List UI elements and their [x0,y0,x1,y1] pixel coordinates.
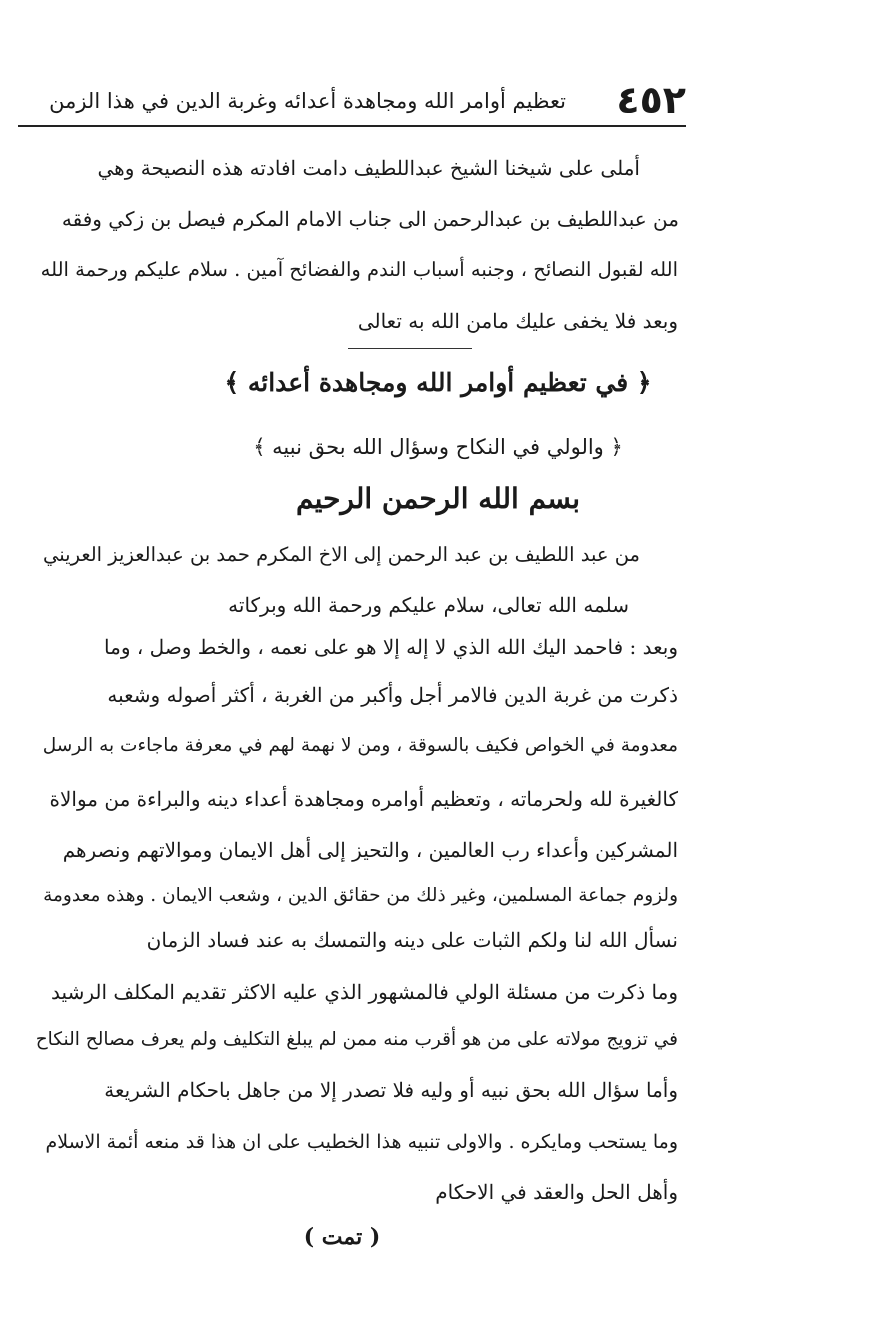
body-line: وبعد : فاحمد اليك الله الذي لا إله إلا هو على نعمه ، والخط وصل ، وما [104,635,678,659]
section-divider [348,348,472,349]
basmala: بسم الله الرحمن الرحيم [296,482,580,515]
running-title: تعظيم أوامر الله ومجاهدة أعدائه وغربة الدين في هذا الزمن [49,89,566,113]
preface-line: من عبداللطيف بن عبدالرحمن الى جناب الامام المكرم فيصل بن زكي وفقه [61,207,679,231]
section-subheading: ﴿ والولي في النكاح وسؤال الله بحق نبيه ﴾ [253,435,623,459]
preface-line: الله لقبول النصائح ، وجنبه أسباب الندم والفضائح آمين . سلام عليكم ورحمة الله [40,258,678,281]
page-header [22,78,686,128]
body-line: معدومة في الخواص فكيف بالسوقة ، ومن لا نهمة لهم في معرفة ماجاءت به الرسل [42,735,678,756]
body-line: كالغيرة لله ولحرماته ، وتعظيم أوامره ومجاهدة أعداء دينه والبراءة من موالاة [49,787,678,811]
page-number: ٤٥٢ [616,78,686,122]
body-line: وأما سؤال الله بحق نبيه أو وليه فلا تصدر إلا من جاهل باحكام الشريعة [104,1078,678,1102]
body-line: من عبد اللطيف بن عبد الرحمن إلى الاخ المكرم حمد بن عبدالعزيز العريني [43,543,640,566]
body-line: ولزوم جماعة المسلمين، وغير ذلك من حقائق الدين ، وشعب الايمان . وهذه معدومة [43,885,678,906]
preface-line: وبعد فلا يخفى عليك مامن الله به تعالى [357,309,678,333]
body-line: وما يستحب ومايكره . والاولى تنبيه هذا الخطيب على ان هذا قد منعه أئمة الاسلام [45,1131,678,1153]
body-line: في تزويج مولاته على من هو أقرب منه ممن لم يبلغ التكليف ولم يعرف مصالح النكاح [35,1029,678,1050]
body-line: وأهل الحل والعقد في الاحكام [435,1180,678,1204]
ending-mark: ( تمت ) [303,1224,381,1250]
body-line: ذكرت من غربة الدين فالامر أجل وأكبر من الغربة ، أكثر أصوله وشعبه [107,683,678,707]
body-line: وما ذكرت من مسئلة الولي فالمشهور الذي عليه الاكثر تقديم المكلف الرشيد [51,980,678,1004]
header-rule [18,125,686,127]
body-line: سلمه الله تعالى، سلام عليكم ورحمة الله وبركاته [228,593,629,617]
section-heading: ﴿ في تعظيم أوامر الله ومجاهدة أعدائه ﴾ [224,368,652,397]
preface-line: أملى على شيخنا الشيخ عبداللطيف دامت افادته هذه النصيحة وهي [97,156,640,180]
body-line: المشركين وأعداء رب العالمين ، والتحيز إلى أهل الايمان وموالاتهم ونصرهم [62,838,678,862]
body-line: نسأل الله لنا ولكم الثبات على دينه والتمسك به عند فساد الزمان [146,928,678,952]
